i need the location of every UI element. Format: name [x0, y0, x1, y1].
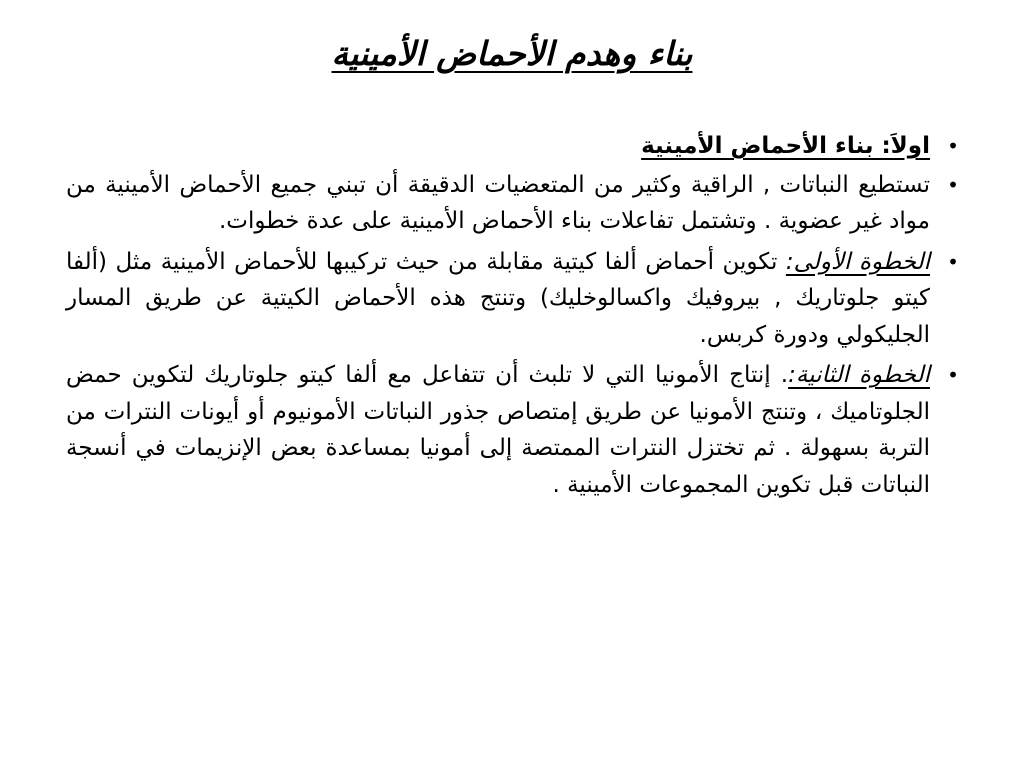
step-one-text: تكوين أحماض ألفا كيتية مقابلة من حيث تركيبها للأحماض الأمينية مثل (ألفا كيتو جلوتاريك , بيروفيك واكسالوخليك) وتنتج هذه الأحماض الكيتية عن طريق المسار الجليكولي ودورة كربس. — [66, 248, 930, 348]
bullet-marker: • — [947, 363, 959, 387]
section-heading: اولاَ: بناء الأحماض الأمينية — [641, 133, 930, 159]
slide-title — [0, 28, 1024, 80]
step-two-label: الخطوة الثانية: — [788, 362, 930, 388]
bullet-marker: • — [947, 134, 959, 158]
slide-content — [66, 128, 966, 507]
bullet-intro — [66, 167, 966, 240]
intro-text: تستطيع النباتات , الراقية وكثير من المتعضيات الدقيقة أن تبني جميع الأحماض الأمينية من مواد غير عضوية . وتشتمل تفاعلات بناء الأحماض الأمينية على عدة خطوات. — [66, 171, 930, 234]
bullet-step-one — [66, 244, 966, 354]
step-one-label: الخطوة الأولى: — [785, 248, 930, 275]
step-two-text: . إنتاج الأمونيا التي لا تلبث أن تتفاعل مع ألفا كيتو جلوتاريك لتكوين حمض الجلوتاميك ، وتنتج الأمونيا عن طريق إمتصاص جذور النباتات الأمونيوم أو أيونات النترات من التربة بسهولة . ثم تختزل النترات الممتصة إلى أمونيا بمساعدة بعض الإنزيمات في أنسجة النباتات قبل تكوين المجموعات الأمينية . — [66, 362, 930, 498]
bullet-heading — [66, 128, 966, 165]
bullet-marker: • — [947, 172, 959, 197]
slide-title-text: بناء وهدم الأحماض الأمينية — [331, 34, 693, 73]
bullet-step-two — [66, 357, 966, 503]
bullet-marker: • — [947, 249, 959, 274]
